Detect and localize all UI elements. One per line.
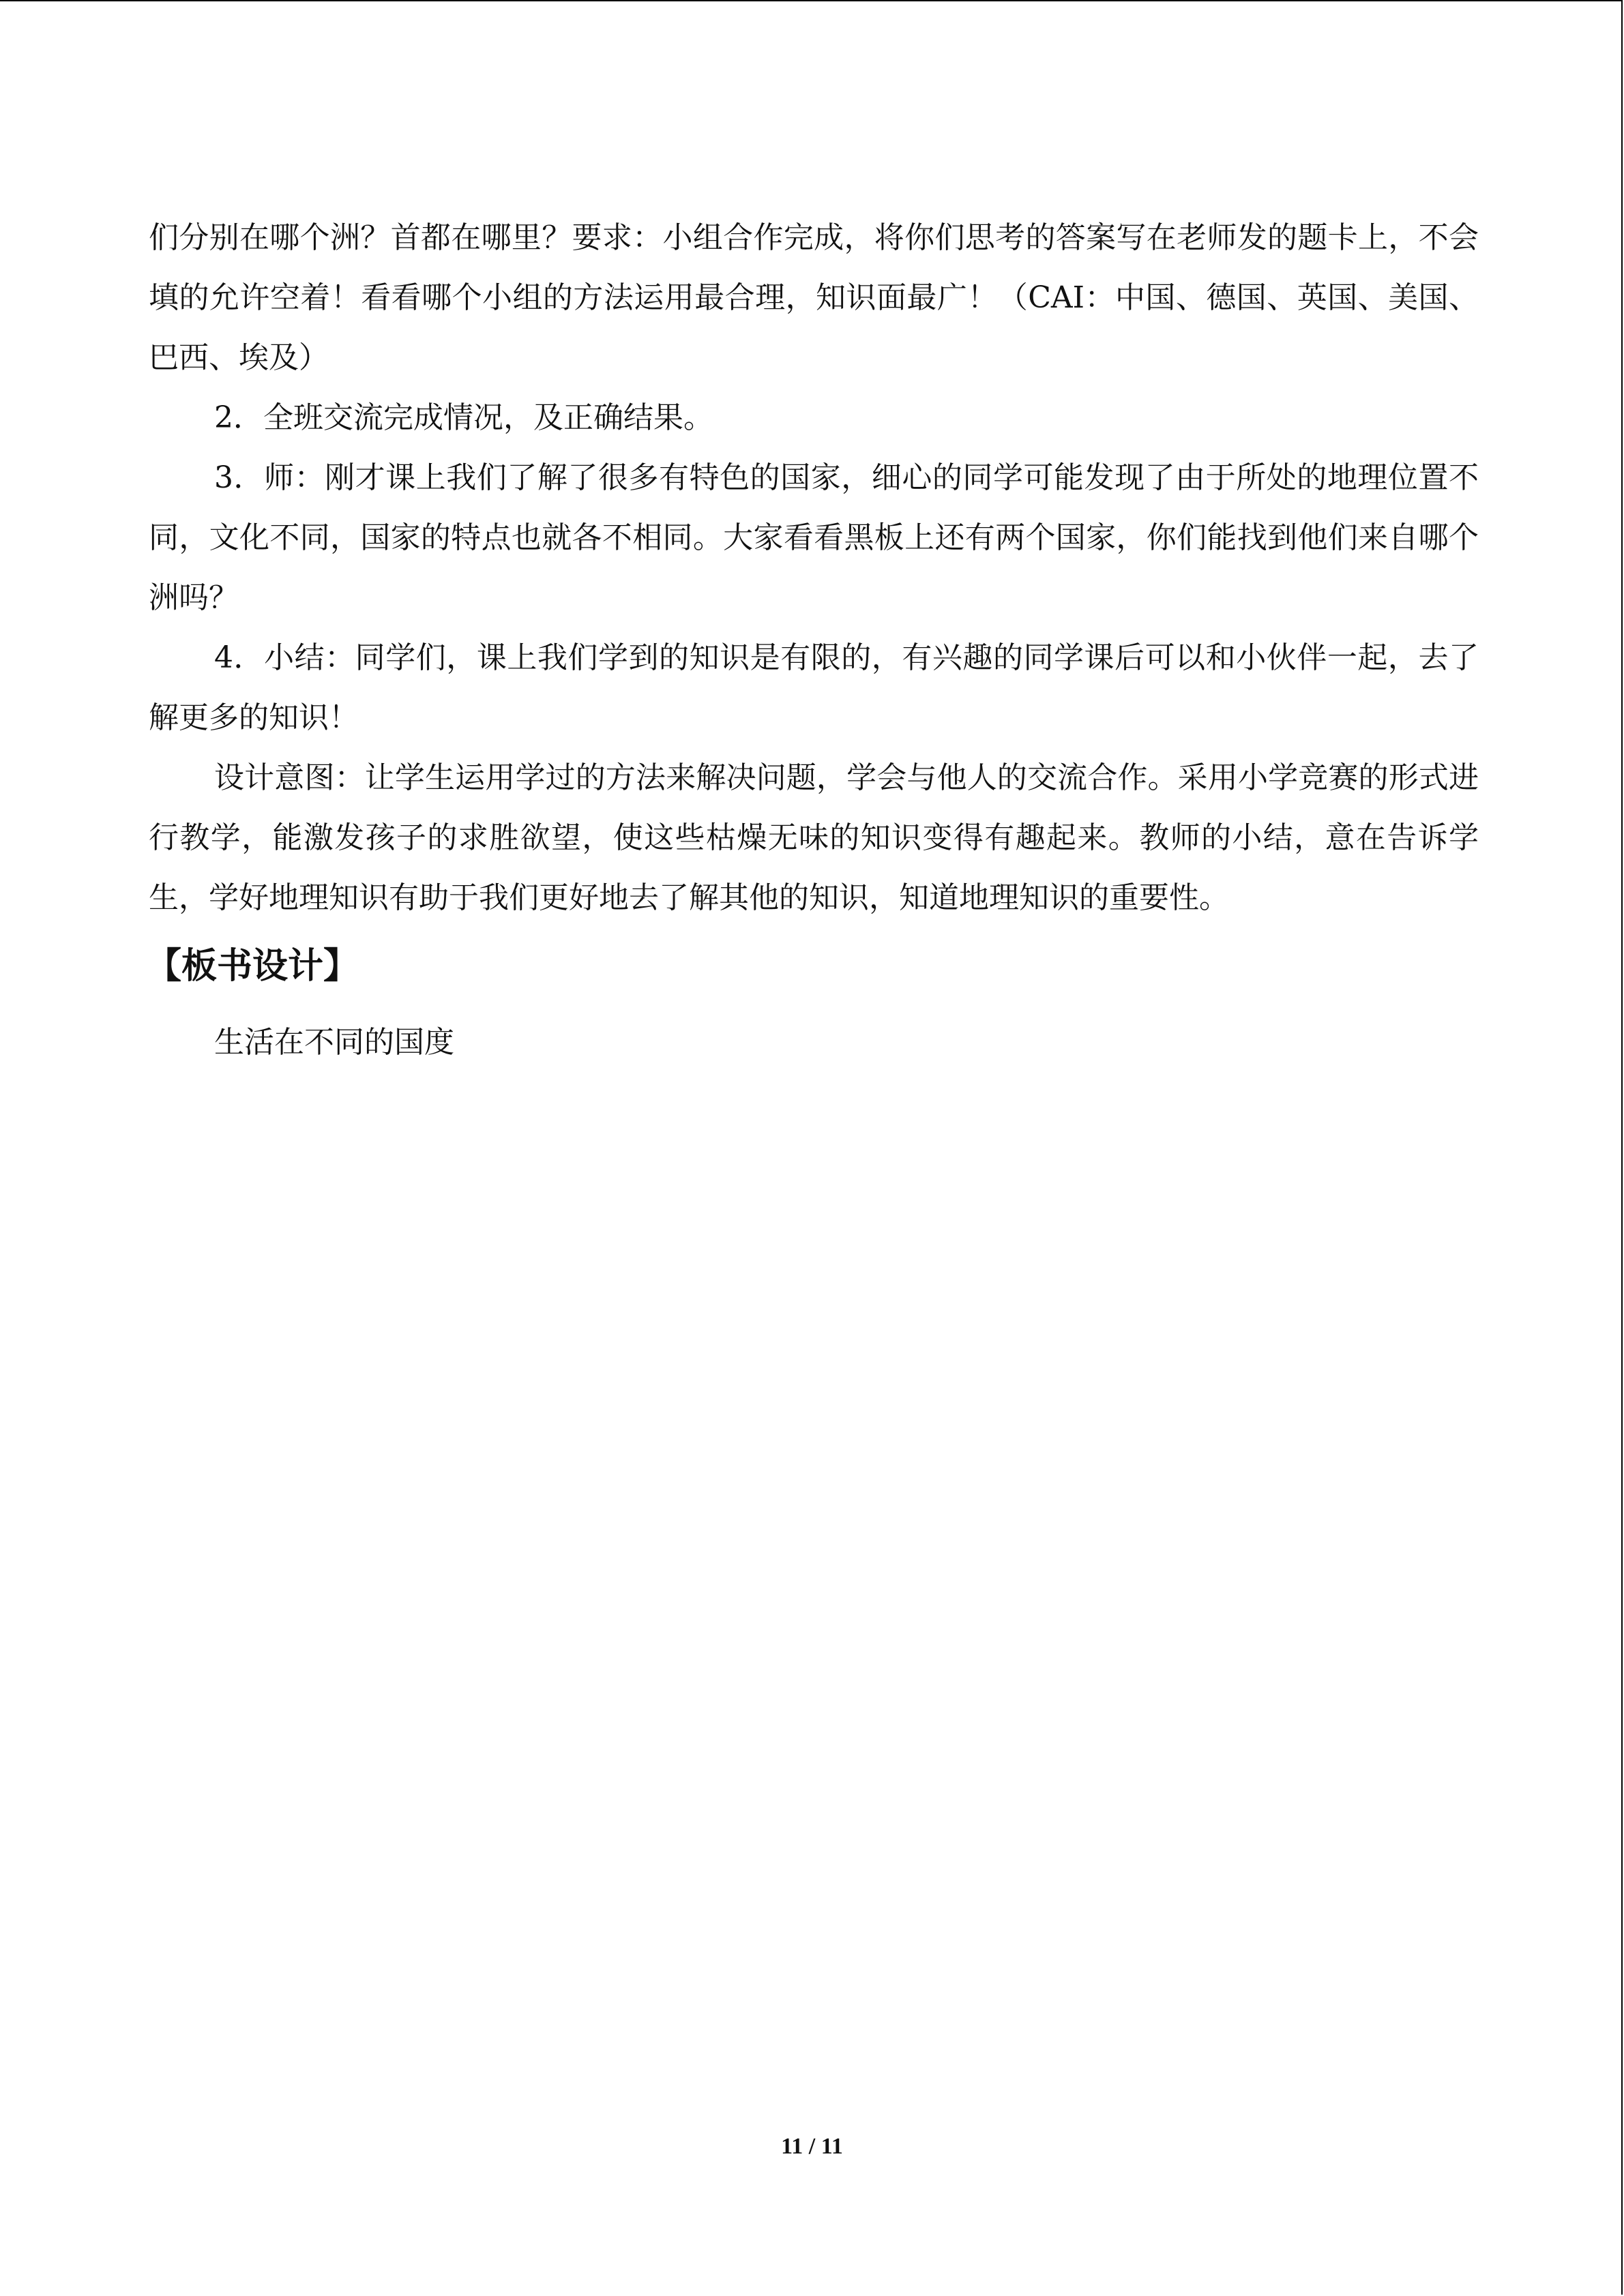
paragraph-design-intent: 设计意图：让学生运用学过的方法来解决问题，学会与他人的交流合作。采用小学竞赛的形式进行教学，能激发孩子的求胜欲望，使这些枯燥无味的知识变得有趣起来。教师的小结，意在告诉学生，学好地理知识有助于我们更好地去了解其他的知识，知道地理知识的重要性。 [149, 760, 1479, 915]
paragraph-step-3: 3．师：刚才课上我们了解了很多有特色的国家，细心的同学可能发现了由于所处的地理位置不同，文化不同，国家的特点也就各不相同。大家看看黑板上还有两个国家，你们能找到他们来自哪个洲吗？ [149, 460, 1479, 615]
paragraph-step-2: 2．全班交流完成情况，及正确结果。 [214, 400, 713, 435]
board-title: 生活在不同的国度 [214, 1025, 454, 1060]
document-body [146, 208, 1479, 1081]
paragraph-step-4: 4．小结：同学们，课上我们学到的知识是有限的，有兴趣的同学课后可以和小伙伴一起，去了解更多的知识！ [149, 640, 1479, 735]
paragraph-continued: 们分别在哪个洲？首都在哪里？要求：小组合作完成，将你们思考的答案写在老师发的题卡上，不会填的允许空着！看看哪个小组的方法运用最合理，知识面最广！（CAI：中国、德国、英国、美国、巴西、埃及） [149, 220, 1479, 375]
section-heading-board-design: 【板书设计】 [146, 946, 359, 987]
page-number: 11 / 11 [781, 2134, 843, 2159]
